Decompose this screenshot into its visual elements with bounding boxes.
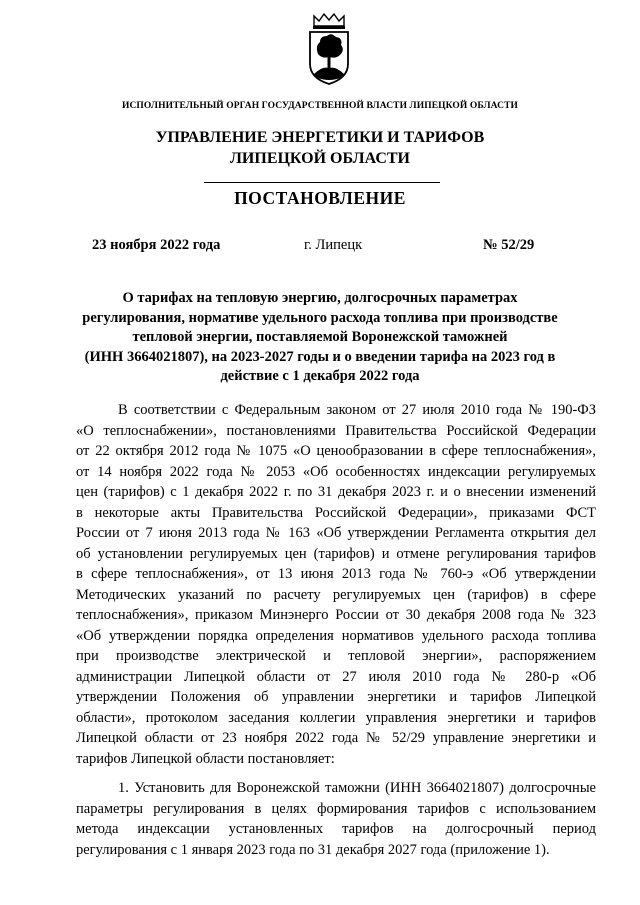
header-divider — [204, 182, 440, 183]
document-date: 23 ноября 2022 года — [92, 237, 221, 253]
text-line: области», протоколом заседания коллегии управления энергетики и тарифов — [76, 709, 596, 726]
document-type: ПОСТАНОВЛЕНИЕ — [234, 188, 406, 208]
text-line: от 14 ноября 2022 года № 2053 «Об особенностях индексации регулируемых — [76, 463, 596, 480]
document-number: № 52/29 — [483, 237, 535, 253]
text-line: теплоснабжения», приказом Минэнерго России от 30 декабря 2008 года № 323 — [76, 607, 596, 623]
text-line: администрации Липецкой области от 27 июля 2010 года № 280-р «Об — [76, 668, 596, 685]
text-line: «О теплоснабжении», постановлениями Правительства Российской Федерации — [76, 422, 596, 439]
title-line: действие с 1 декабря 2022 года — [220, 368, 420, 384]
document-city: г. Липецк — [304, 237, 363, 253]
title-line: регулирования, нормативе удельного расхода топлива при производстве — [82, 309, 558, 326]
preamble-paragraph — [76, 400, 596, 769]
text-line: при производстве электрической и тепловой энергии», распоряжением — [76, 648, 596, 664]
agency-name: ИСПОЛНИТЕЛЬНЫЙ ОРГАН ГОСУДАРСТВЕННОЙ ВЛАСТИ ЛИПЕЦКОЙ ОБЛАСТИ — [121, 101, 519, 111]
text-line: в сфере теплоснабжения», от 13 июня 2013 года № 760-э «Об утверждении — [76, 566, 596, 582]
text-line: тарифов Липецкой области постановляет: — [76, 750, 335, 767]
department-line: ЛИПЕЦКОЙ ОБЛАСТИ — [230, 150, 410, 167]
text-line: от 22 октября 2012 года № 1075 «О ценообразовании в сфере теплоснабжения», — [76, 443, 596, 459]
document-title — [76, 289, 564, 387]
department-name — [0, 127, 640, 169]
text-line: об установлении регулируемых цен (тарифов) и отмене регулирования тарифов — [76, 545, 596, 562]
text-line: России от 7 июня 2013 года № 163 «Об утверждении Регламента открытия дел — [76, 525, 596, 541]
text-line: «Об утверждении порядка определения нормативов удельного расхода топлива — [76, 627, 596, 644]
text-line: параметры регулирования в целях формирования тарифов с использованием — [76, 800, 596, 817]
department-line: УПРАВЛЕНИЕ ЭНЕРГЕТИКИ И ТАРИФОВ — [155, 129, 485, 146]
text-line: 1. Установить для Воронежской таможни (ИНН 3664021807) долгосрочные — [118, 780, 596, 796]
text-line: цен (тарифов) с 1 декабря 2022 г. по 31 декабря 2023 г. и о внесении изменений — [76, 484, 596, 500]
title-line: (ИНН 3664021807), на 2023-2027 годы и о введении тарифа на 2023 год в — [84, 348, 556, 365]
text-line: В соответствии с Федеральным законом от 27 июля 2010 года № 190-ФЗ — [118, 402, 596, 418]
lipetsk-coat-of-arms-icon — [306, 12, 352, 86]
text-line: метода индексации установленных тарифов на долгосрочный период — [76, 821, 596, 837]
text-line: Липецкой области от 23 ноября 2022 года № 52/29 управление энергетики и — [76, 730, 596, 746]
text-line: в некоторые акты Правительства Российской Федерации», приказами ФСТ — [76, 504, 596, 521]
text-line: Методических указаний по расчету регулируемых цен (тарифов) в сфере — [76, 586, 596, 603]
text-line: утверждении Положения об управлении энергетики и тарифов Липецкой — [76, 689, 596, 705]
text-line: регулирования с 1 января 2023 года по 31 декабря 2027 года (приложение 1). — [76, 841, 550, 858]
title-line: О тарифах на тепловую энергию, долгосрочных параметрах — [122, 290, 518, 306]
title-line: тепловой энергии, поставляемой Воронежской таможней — [132, 329, 508, 345]
clause-1-paragraph — [76, 778, 596, 860]
